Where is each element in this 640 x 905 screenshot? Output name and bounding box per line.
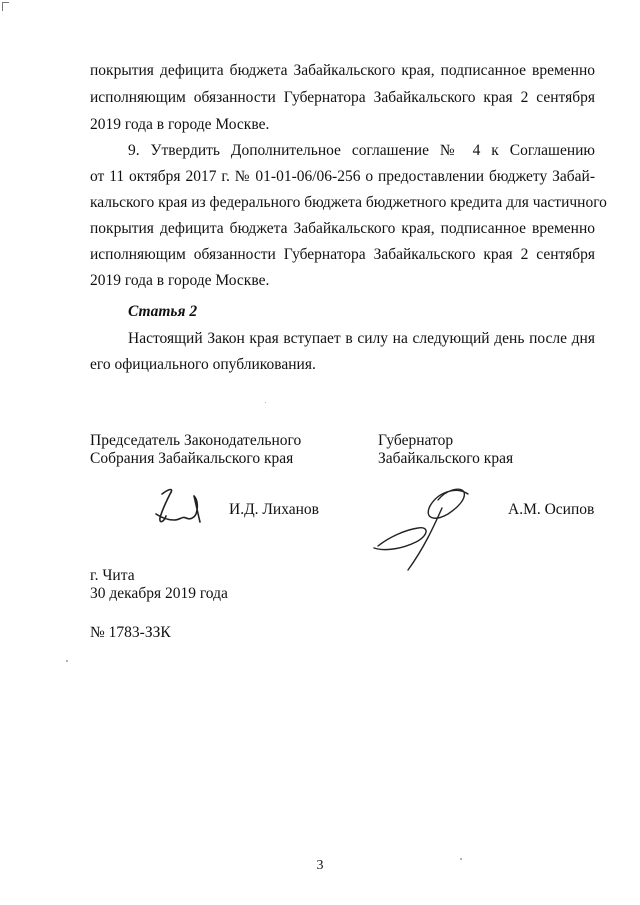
law-number: № 1783-ЗЗК [90,624,171,641]
right-signatory-title [378,432,513,468]
left-title-line-1: Председатель Законодательного [90,432,302,449]
paragraph-2-line-3: кальского края из федерального бюджета бюджетного кредита для частичного [90,194,607,211]
paragraph-1-line-1: покрытия дефицита бюджета Забайкальского края, подписанное временно [90,62,595,79]
scan-speck [265,402,266,403]
paragraph-3-line-1: Настоящий Закон края вступает в силу на следующий день после дня [128,330,595,347]
left-signatory-title [90,432,301,468]
article-heading: Статья 2 [128,303,198,320]
scan-speck [66,660,68,662]
right-handwritten-signature [368,478,498,578]
scan-corner-mark [2,2,9,11]
paragraph-2-line-6: 2019 года в городе Москве. [90,272,270,289]
right-signatory-name: А.М. Осипов [508,501,595,518]
paragraph-2-line-2: от 11 октября 2017 г. № 01-01-06/06-256 о предоставлении бюджету Забай- [90,168,595,185]
signing-date: 30 декабря 2019 года [90,585,228,602]
paragraph-2-line-4: покрытия дефицита бюджета Забайкальского края, подписанное временно [90,220,595,237]
right-title-line-1: Губернатор [378,432,454,449]
paragraph-1-line-3: 2019 года в городе Москве. [90,116,270,133]
right-title-line-2: Забайкальского края [378,450,514,467]
paragraph-3-line-2: его официального опубликования. [90,356,316,373]
left-signatory-name: И.Д. Лиханов [229,501,319,518]
left-handwritten-signature [148,484,208,532]
paragraph-1-line-2: исполняющим обязанности Губернатора Забайкальского края 2 сентября [90,89,595,106]
paragraph-2-line-1: 9. Утвердить Дополнительное соглашение № 4 к Соглашению [128,142,595,159]
city-name: г. Чита [90,567,135,584]
page-number: 3 [316,858,324,873]
paragraph-2-line-5: исполняющим обязанности Губернатора Забайкальского края 2 сентября [90,246,595,263]
left-title-line-2: Собрания Забайкальского края [90,450,294,467]
